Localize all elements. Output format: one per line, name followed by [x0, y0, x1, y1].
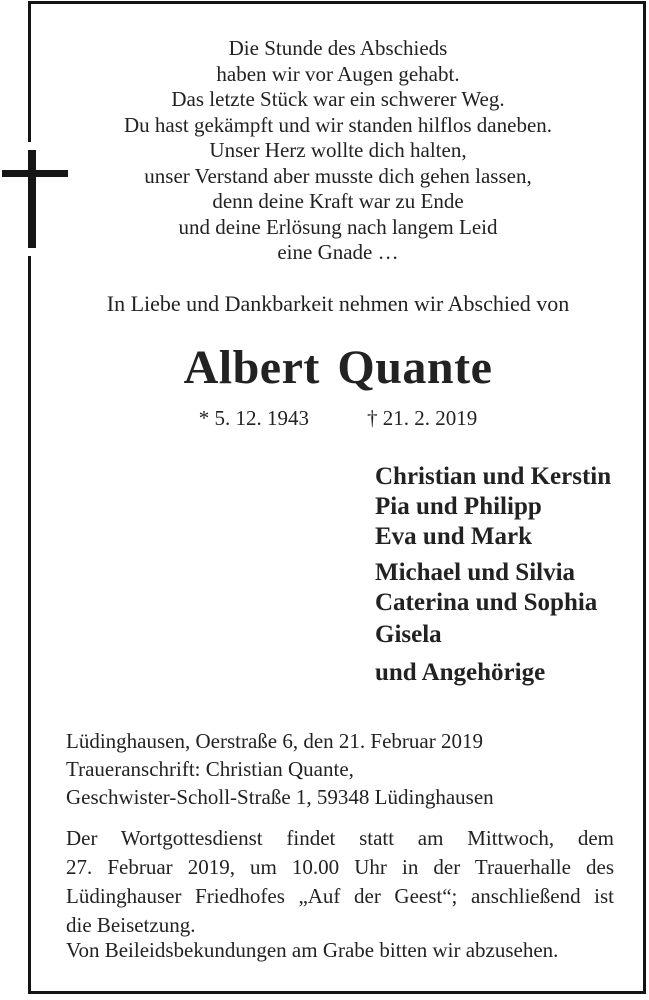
- service-line: Lüdinghauser Friedhofes „Auf der Geest“; anschließend ist: [66, 884, 614, 908]
- poem-line: haben wir vor Augen gehabt.: [216, 61, 460, 86]
- poem-line: Du hast gekämpft und wir standen hilflos daneben.: [123, 112, 553, 137]
- mourner-line: Christian und Kerstin: [375, 463, 612, 490]
- service-line: die Beisetzung.: [66, 913, 196, 937]
- poem-line: unser Verstand aber musste dich gehen lassen,: [144, 163, 532, 188]
- mourner-line: Gisela: [375, 621, 442, 648]
- mourners-list: [375, 462, 611, 688]
- address-line: Lüdinghausen, Oerstraße 6, den 21. Februar 2019: [66, 729, 483, 753]
- address-line: Traueranschrift: Christian Quante,: [66, 757, 354, 781]
- mourner-line: Michael und Silvia: [375, 559, 576, 586]
- mourner-group: [375, 620, 611, 650]
- mourner-group: [375, 658, 611, 688]
- address-block: [66, 727, 494, 811]
- mourner-line: Caterina und Sophia: [375, 589, 598, 616]
- poem-line: eine Gnade …: [277, 240, 399, 264]
- mourner-line: und Angehörige: [375, 659, 546, 686]
- mourner-group: [375, 462, 611, 552]
- mourner-group: [375, 558, 611, 618]
- poem-line: und deine Erlösung nach langem Leid: [178, 214, 498, 239]
- mourner-line: Eva und Mark: [375, 523, 532, 550]
- service-line: 27. Februar 2019, um 10.00 Uhr in der Trauerhalle des: [66, 855, 614, 879]
- poem-line: Das letzte Stück war ein schwerer Weg.: [171, 87, 505, 111]
- birth-date: * 5. 12. 1943: [198, 406, 309, 430]
- condolence-note: Von Beileidsbekundungen am Grabe bitten wir abzusehen.: [66, 938, 559, 962]
- poem-line: Unser Herz wollte dich halten,: [209, 138, 467, 162]
- deceased-name: Albert Quante: [183, 341, 493, 394]
- death-date: † 21. 2. 2019: [367, 406, 478, 430]
- service-paragraph: [66, 824, 614, 940]
- service-line: Der Wortgottesdienst findet statt am Mittwoch, dem: [66, 826, 614, 850]
- poem-line: Die Stunde des Abschieds: [228, 36, 448, 60]
- mourner-line: Pia und Philipp: [375, 493, 542, 520]
- poem: [30, 36, 646, 266]
- farewell-intro: In Liebe und Dankbarkeit nehmen wir Abschied von: [106, 291, 570, 316]
- life-dates: [30, 406, 646, 431]
- poem-line: denn deine Kraft war zu Ende: [212, 189, 464, 213]
- address-line: Geschwister-Scholl-Straße 1, 59348 Lüdinghausen: [66, 785, 494, 809]
